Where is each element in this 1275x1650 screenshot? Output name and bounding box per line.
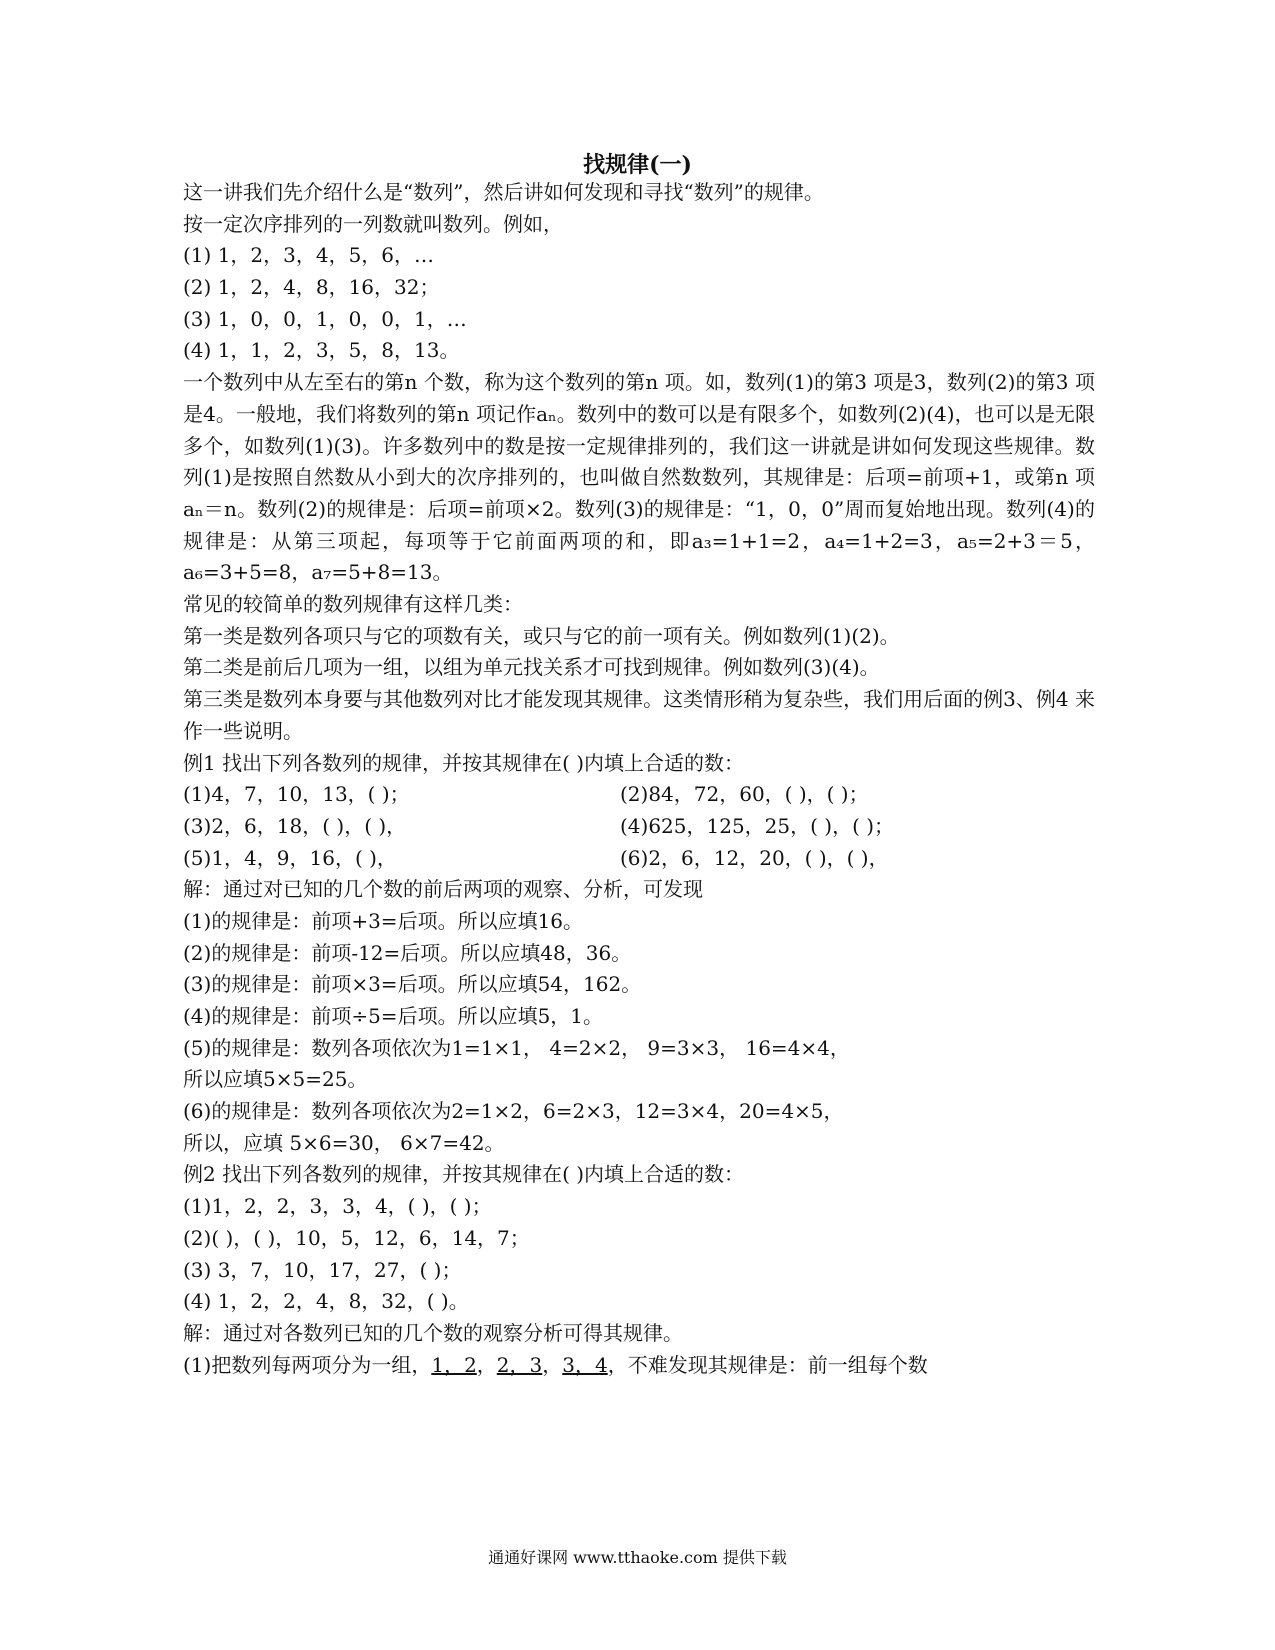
sequence-example: (3) 1，0，0，1，0，0，1，… (183, 306, 467, 331)
types-line: 第一类是数列各项只与它的项数有关，或只与它的前一项有关。例如数列(1)(2)。 (183, 623, 900, 648)
sequence-example: (4) 1，1，2，3，5，8，13。 (183, 338, 460, 363)
example1-item: (4)625，125，25，( )，( )； (620, 813, 895, 838)
example1-heading: 例1 找出下列各数列的规律，并按其规律在( )内填上合适的数： (183, 750, 745, 775)
group-separator: ， (476, 1352, 497, 1377)
solution-line: 解：通过对已知的几个数的前后两项的观察、分析，可发现 (183, 877, 703, 902)
example1-item: (2)84，72，60，( )，( )； (620, 782, 869, 807)
example1-item: (3)2，6，18，( )，( )， (183, 813, 407, 838)
page-title: 找规律(一) (583, 152, 692, 178)
types-line: 常见的较简单的数列规律有这样几类： (183, 592, 523, 617)
intro-line: 按一定次序排列的一列数就叫数列。例如， (183, 211, 563, 236)
underlined-group: 3，4 (562, 1352, 608, 1377)
solution-line: (5)的规律是：数列各项依次为1=1×1， 4=2×2， 9=3×3， 16=4×4， (183, 1035, 850, 1060)
example2-solution-intro: 解：通过对各数列已知的几个数的观察分析可得其规律。 (183, 1320, 683, 1345)
explanation-paragraph: 一个数列中从左至右的第n 个数，称为这个数列的第n 项。如，数列(1)的第3 项是3，数列(2)的第3 项是4。一般地，我们将数列的第n 项记作aₙ。数列中的数可以是有限多个，如数列(2)(4)，也可以是无限多个，如数列(1)(3)。许多数列中的数是按一定规律排列的，我们这一讲就是讲如何发现这些规律。数列(1)是按照自然数从小到大的次序排列的，也叫做自然数数列，其规律是：后项=前项+1，或第n 项aₙ＝n。数列(2)的规律是：后项=前项×2。数列(3)的规律是：“1，0，0”周而复始地出现。数列(4)的规律是：从第三项起，每项等于它前面两项的和，即a₃=1+1=2，a₄=1+2=3，a₅=2+3＝5，a₆=3+5=8，a₇=5+8=13。 (183, 370, 1095, 585)
example1-row (183, 843, 1095, 875)
page-footer: 通通好课网 www.tthaoke.com 提供下载 (488, 1548, 787, 1567)
example1-item: (6)2，6，12，20，( )，( )， (620, 845, 889, 870)
underlined-group: 1，2 (431, 1352, 477, 1377)
example2-item: (3) 3，7，10，17，27，( )； (183, 1257, 462, 1282)
types-line: 第二类是前后几项为一组，以组为单元找关系才可找到规律。例如数列(3)(4)。 (183, 655, 880, 680)
sequence-example: (2) 1，2，4，8，16，32； (183, 275, 440, 300)
example1-row (183, 811, 1095, 843)
solution-line: (3)的规律是：前项×3=后项。所以应填54，162。 (183, 972, 642, 997)
solution-line: 所以，应填 5×6=30， 6×7=42。 (183, 1130, 505, 1155)
solution-line: (6)的规律是：数列各项依次为2=1×2，6=2×3，12=3×4，20=4×5， (183, 1099, 844, 1124)
solution-prefix: (1)把数列每两项分为一组， (183, 1352, 432, 1377)
sequence-example: (1) 1，2，3，4，5，6，… (183, 243, 435, 268)
solution-line: (1)的规律是：前项+3=后项。所以应填16。 (183, 908, 584, 933)
solution-line: (2)的规律是：前项-12=后项。所以应填48，36。 (183, 940, 632, 965)
example1-row (183, 779, 1095, 811)
example1-item: (1)4，7，10，13，( )； (183, 782, 410, 807)
example2-item: (4) 1，2，2，4，8，32，( )。 (183, 1289, 469, 1314)
group-separator: ， (542, 1352, 563, 1377)
example2-item: (2)( )，( )，10，5，12，6，14，7； (183, 1225, 530, 1250)
example2-solution-line (183, 1350, 1095, 1382)
solution-line: (4)的规律是：前项÷5=后项。所以应填5，1。 (183, 1004, 604, 1029)
solution-suffix: ，不难发现其规律是：前一组每个数 (607, 1352, 928, 1377)
document-body (183, 177, 1095, 1381)
example1-item: (5)1，4，9，16，( )， (183, 845, 397, 870)
intro-line: 这一讲我们先介绍什么是“数列”，然后讲如何发现和寻找“数列”的规律。 (183, 180, 824, 204)
underlined-group: 2，3 (496, 1352, 543, 1377)
type3-paragraph: 第三类是数列本身要与其他数列对比才能发现其规律。这类情形稍为复杂些，我们用后面的例3、例4 来作一些说明。 (183, 687, 1095, 743)
example2-item: (1)1，2，2，3，3，4，( )，( )； (183, 1194, 492, 1219)
example2-heading: 例2 找出下列各数列的规律，并按其规律在( )内填上合适的数： (183, 1162, 745, 1187)
solution-line: 所以应填5×5=25。 (183, 1067, 368, 1092)
